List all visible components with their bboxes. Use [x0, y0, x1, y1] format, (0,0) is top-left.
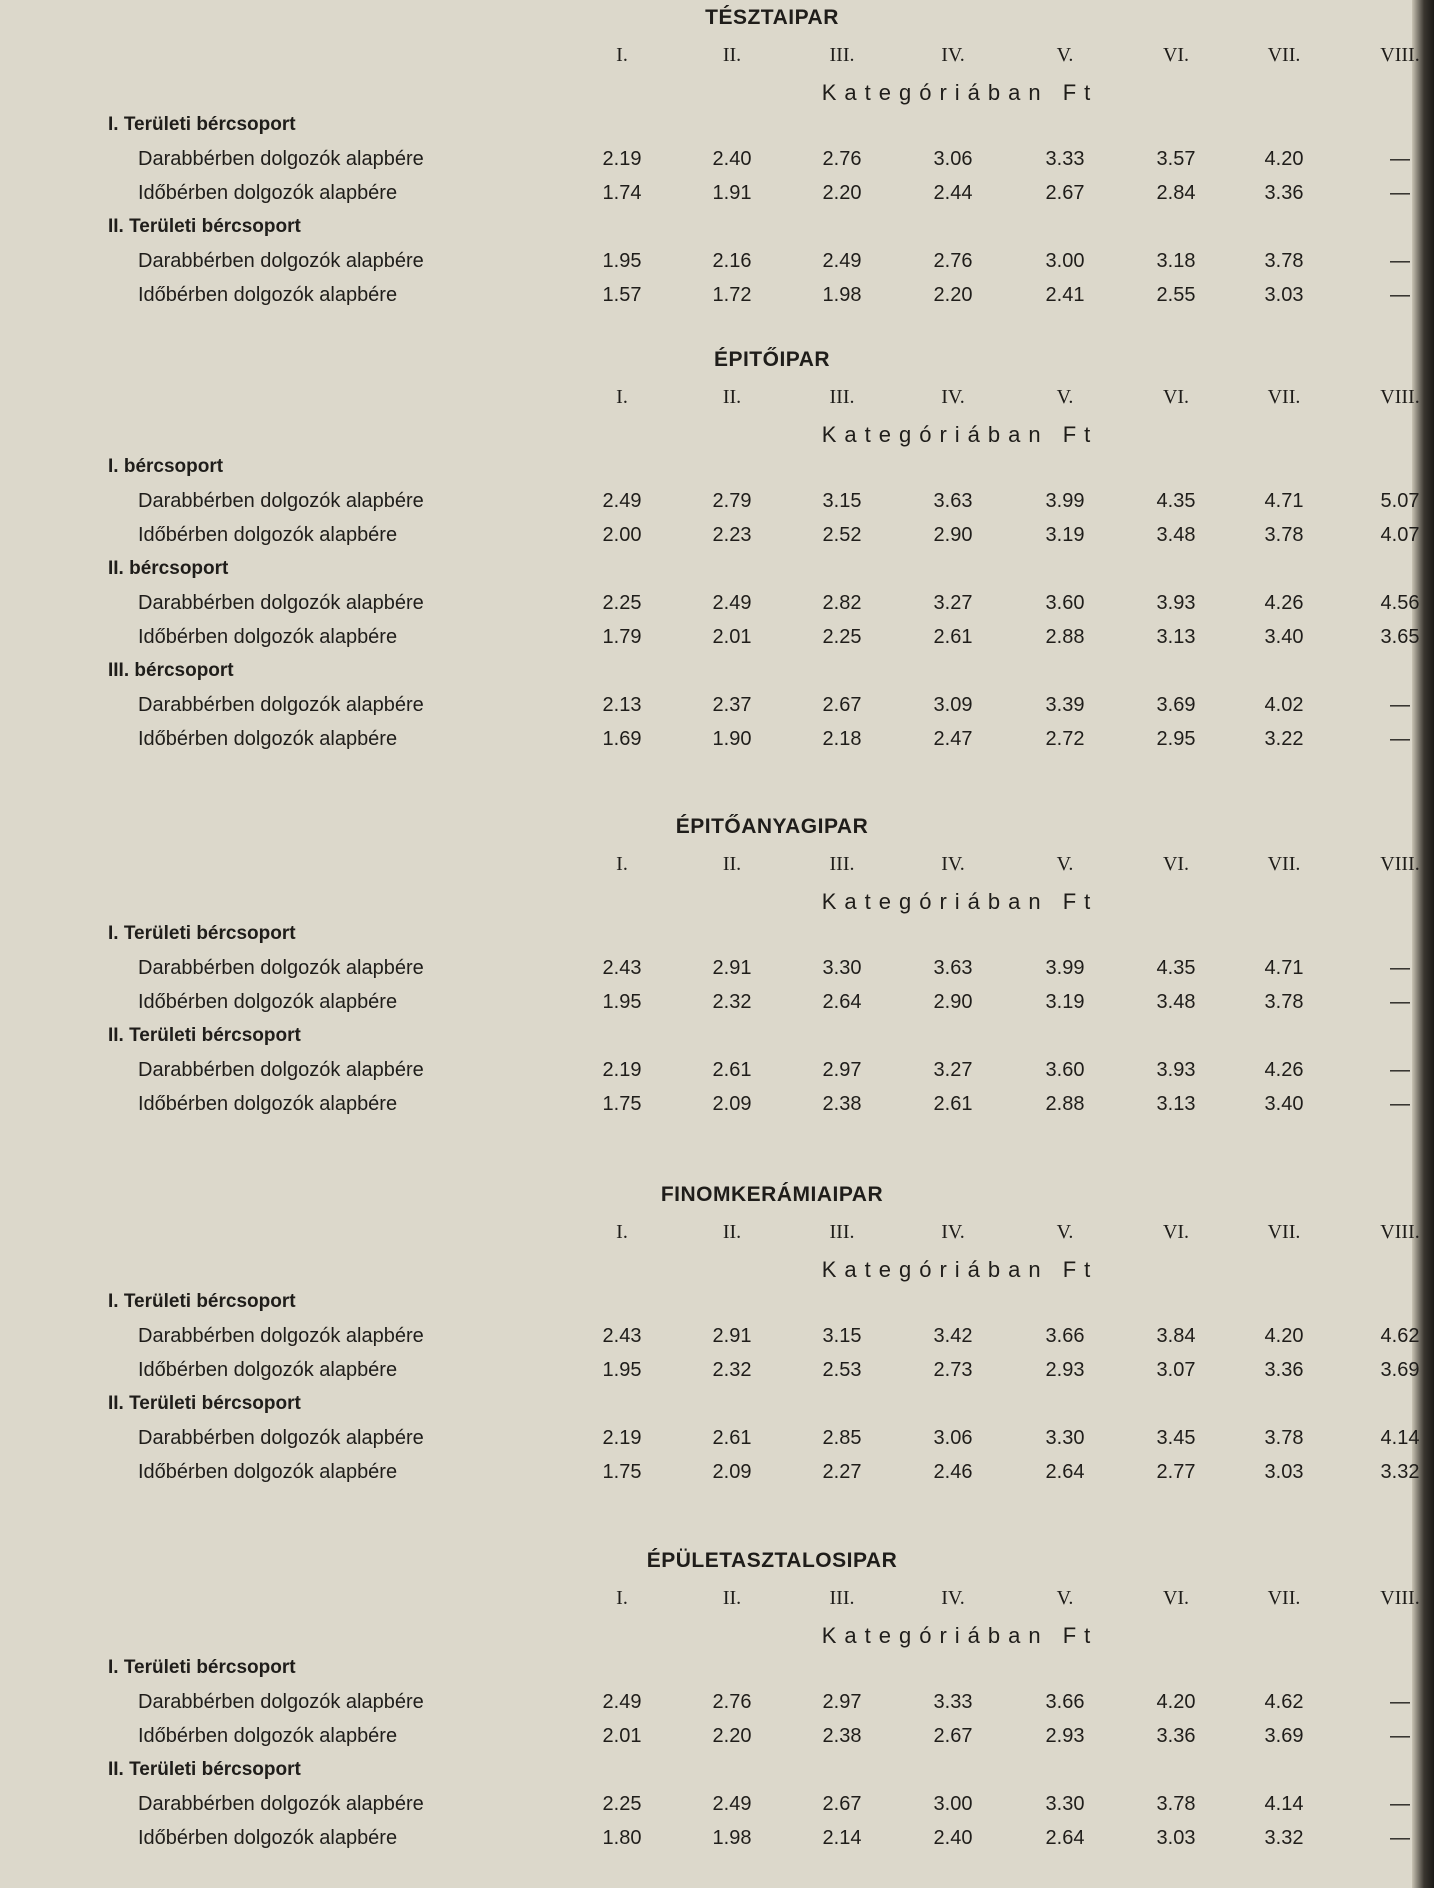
value-cell: 4.56 [1380, 592, 1420, 614]
row-label: Darabbérben dolgozók alapbére [138, 1325, 424, 1347]
value-cell: 2.91 [712, 957, 752, 979]
value-cell: 2.37 [712, 694, 752, 716]
value-cell: 1.79 [602, 626, 642, 648]
value-cell: 4.20 [1264, 1325, 1304, 1347]
value-cell: 2.64 [1045, 1461, 1085, 1483]
value-cell: 3.36 [1264, 1359, 1304, 1381]
value-cell: 2.49 [602, 490, 642, 512]
value-cell: 2.97 [822, 1691, 862, 1713]
group-row [0, 1393, 1434, 1421]
value-cell: 2.43 [602, 957, 642, 979]
value-cell: 2.61 [933, 626, 973, 648]
value-cell: 1.90 [712, 728, 752, 750]
group-label: III. bércsoport [108, 660, 234, 681]
column-header: VIII. [1380, 1221, 1420, 1243]
group-row [0, 456, 1434, 484]
value-cell: 3.13 [1156, 1093, 1196, 1115]
value-cell: 2.67 [822, 694, 862, 716]
value-cell: 2.32 [712, 1359, 752, 1381]
row-label: Darabbérben dolgozók alapbére [138, 1427, 424, 1449]
table-row [0, 250, 1434, 278]
value-cell: 2.20 [712, 1725, 752, 1747]
group-row [0, 1759, 1434, 1787]
value-cell: 3.69 [1156, 694, 1196, 716]
value-cell: 3.32 [1264, 1827, 1304, 1849]
value-cell: 3.39 [1045, 694, 1085, 716]
value-cell: 2.61 [712, 1059, 752, 1081]
value-cell: — [1390, 728, 1410, 750]
column-header: VIII. [1380, 1587, 1420, 1609]
value-cell: 2.25 [602, 592, 642, 614]
value-cell: 4.71 [1264, 490, 1304, 512]
value-cell: 3.19 [1045, 524, 1085, 546]
table-row [0, 490, 1434, 518]
value-cell: 3.48 [1156, 991, 1196, 1013]
column-header: I. [616, 1221, 628, 1243]
table-row [0, 1725, 1434, 1753]
column-header: VI. [1162, 44, 1190, 66]
value-cell: — [1390, 1093, 1410, 1115]
value-cell: 2.79 [712, 490, 752, 512]
value-cell: 2.88 [1045, 626, 1085, 648]
value-cell: 3.03 [1156, 1827, 1196, 1849]
value-cell: 4.26 [1264, 1059, 1304, 1081]
column-header: I. [616, 1587, 628, 1609]
value-cell: 3.32 [1380, 1461, 1420, 1483]
value-cell: 3.03 [1264, 284, 1304, 306]
value-cell: 4.35 [1156, 490, 1196, 512]
row-label: Időbérben dolgozók alapbére [138, 524, 398, 546]
unit-label: Kategóriában Ft [821, 1257, 1099, 1282]
table-row [0, 148, 1434, 176]
value-cell: 4.02 [1264, 694, 1304, 716]
column-header: III. [829, 44, 855, 66]
table-row [0, 1793, 1434, 1821]
value-cell: 3.22 [1264, 728, 1304, 750]
value-cell: 2.64 [822, 991, 862, 1013]
group-row [0, 114, 1434, 142]
value-cell: 2.61 [712, 1427, 752, 1449]
column-header: I. [616, 853, 628, 875]
column-header-row [0, 853, 1434, 879]
column-header: II. [722, 44, 742, 66]
table-row [0, 1359, 1434, 1387]
value-cell: 2.47 [933, 728, 973, 750]
table-row [0, 284, 1434, 312]
column-header: II. [722, 853, 742, 875]
group-label: II. Területi bércsoport [108, 1393, 301, 1414]
value-cell: 2.23 [712, 524, 752, 546]
column-header: III. [829, 853, 855, 875]
value-cell: 2.01 [602, 1725, 642, 1747]
value-cell: 2.76 [712, 1691, 752, 1713]
value-cell: 2.27 [822, 1461, 862, 1483]
column-header: VI. [1162, 386, 1190, 408]
value-cell: 3.33 [1045, 148, 1085, 170]
value-cell: — [1390, 1793, 1410, 1815]
unit-label: Kategóriában Ft [821, 422, 1099, 447]
value-cell: 3.00 [1045, 250, 1085, 272]
value-cell: 4.07 [1380, 524, 1420, 546]
row-label: Darabbérben dolgozók alapbére [138, 250, 424, 272]
value-cell: 3.42 [933, 1325, 973, 1347]
group-row [0, 1657, 1434, 1685]
unit-label: Kategóriában Ft [821, 80, 1099, 105]
value-cell: — [1390, 957, 1410, 979]
value-cell: — [1390, 284, 1410, 306]
value-cell: 1.74 [602, 182, 642, 204]
value-cell: 2.20 [822, 182, 862, 204]
table-row [0, 524, 1434, 552]
value-cell: 2.40 [933, 1827, 973, 1849]
column-header: V. [1056, 853, 1074, 875]
value-cell: — [1390, 991, 1410, 1013]
value-cell: 3.78 [1264, 524, 1304, 546]
value-cell: 3.09 [933, 694, 973, 716]
value-cell: 3.30 [822, 957, 862, 979]
value-cell: 3.40 [1264, 1093, 1304, 1115]
column-header: VIII. [1380, 386, 1420, 408]
value-cell: 3.36 [1264, 182, 1304, 204]
group-label: I. Területi bércsoport [108, 114, 296, 135]
value-cell: 3.18 [1156, 250, 1196, 272]
value-cell: 3.93 [1156, 1059, 1196, 1081]
table-row [0, 957, 1434, 985]
value-cell: 1.75 [602, 1093, 642, 1115]
value-cell: 3.30 [1045, 1793, 1085, 1815]
column-header-row [0, 386, 1434, 412]
value-cell: 1.69 [602, 728, 642, 750]
value-cell: 3.40 [1264, 626, 1304, 648]
value-cell: 2.20 [933, 284, 973, 306]
value-cell: 3.27 [933, 1059, 973, 1081]
row-label: Időbérben dolgozók alapbére [138, 182, 398, 204]
value-cell: 3.48 [1156, 524, 1196, 546]
value-cell: 2.43 [602, 1325, 642, 1347]
value-cell: 2.90 [933, 524, 973, 546]
value-cell: — [1390, 182, 1410, 204]
group-label: I. bércsoport [108, 456, 224, 477]
column-header-row [0, 1221, 1434, 1247]
value-cell: 3.78 [1264, 250, 1304, 272]
column-header: II. [722, 386, 742, 408]
value-cell: 2.53 [822, 1359, 862, 1381]
value-cell: 2.67 [1045, 182, 1085, 204]
column-header: IV. [941, 1221, 965, 1243]
column-header: IV. [941, 853, 965, 875]
value-cell: 1.91 [712, 182, 752, 204]
value-cell: 1.95 [602, 250, 642, 272]
column-header-row [0, 1587, 1434, 1613]
column-header: V. [1056, 44, 1074, 66]
column-header: IV. [941, 386, 965, 408]
value-cell: 2.38 [822, 1093, 862, 1115]
value-cell: 3.13 [1156, 626, 1196, 648]
value-cell: 3.36 [1156, 1725, 1196, 1747]
value-cell: 3.78 [1264, 1427, 1304, 1449]
value-cell: 2.49 [602, 1691, 642, 1713]
value-cell: 2.25 [822, 626, 862, 648]
row-label: Darabbérben dolgozók alapbére [138, 1691, 424, 1713]
group-row [0, 923, 1434, 951]
row-label: Időbérben dolgozók alapbére [138, 626, 398, 648]
value-cell: 2.19 [602, 1059, 642, 1081]
value-cell: 1.72 [712, 284, 752, 306]
value-cell: 2.09 [712, 1461, 752, 1483]
value-cell: 3.03 [1264, 1461, 1304, 1483]
value-cell: 4.26 [1264, 592, 1304, 614]
row-label: Darabbérben dolgozók alapbére [138, 957, 424, 979]
value-cell: 3.19 [1045, 991, 1085, 1013]
row-label: Darabbérben dolgozók alapbére [138, 694, 424, 716]
value-cell: 3.84 [1156, 1325, 1196, 1347]
value-cell: 1.75 [602, 1461, 642, 1483]
column-header: VII. [1267, 853, 1301, 875]
value-cell: 2.84 [1156, 182, 1196, 204]
row-label: Darabbérben dolgozók alapbére [138, 490, 424, 512]
column-header: III. [829, 1221, 855, 1243]
value-cell: 2.55 [1156, 284, 1196, 306]
value-cell: 2.16 [712, 250, 752, 272]
row-label: Darabbérben dolgozók alapbére [138, 1793, 424, 1815]
value-cell: 2.76 [933, 250, 973, 272]
column-header: I. [616, 44, 628, 66]
group-label: I. Területi bércsoport [108, 923, 296, 944]
value-cell: 3.78 [1156, 1793, 1196, 1815]
value-cell: 1.98 [712, 1827, 752, 1849]
column-header: VI. [1162, 853, 1190, 875]
value-cell: 2.61 [933, 1093, 973, 1115]
value-cell: 2.00 [602, 524, 642, 546]
table-row [0, 592, 1434, 620]
column-header: VI. [1162, 1221, 1190, 1243]
value-cell: 3.06 [933, 148, 973, 170]
value-cell: 2.76 [822, 148, 862, 170]
value-cell: 2.49 [822, 250, 862, 272]
row-label: Időbérben dolgozók alapbére [138, 728, 398, 750]
unit-label: Kategóriában Ft [821, 1623, 1099, 1648]
value-cell: 2.46 [933, 1461, 973, 1483]
value-cell: — [1390, 1059, 1410, 1081]
group-label: II. bércsoport [108, 558, 229, 579]
value-cell: 3.69 [1380, 1359, 1420, 1381]
value-cell: 2.19 [602, 1427, 642, 1449]
column-header: VII. [1267, 1221, 1301, 1243]
value-cell: 1.57 [602, 284, 642, 306]
group-label: II. Területi bércsoport [108, 1759, 301, 1780]
value-cell: 3.15 [822, 1325, 862, 1347]
column-header: V. [1056, 1587, 1074, 1609]
row-label: Darabbérben dolgozók alapbére [138, 148, 424, 170]
column-header-row [0, 44, 1434, 70]
value-cell: 3.57 [1156, 148, 1196, 170]
section-title: ÉPÜLETASZTALOSIPAR [646, 1549, 898, 1572]
value-cell: — [1390, 148, 1410, 170]
value-cell: 4.62 [1264, 1691, 1304, 1713]
column-header: III. [829, 386, 855, 408]
value-cell: 3.30 [1045, 1427, 1085, 1449]
table-row [0, 182, 1434, 210]
section-title: TÉSZTAIPAR [705, 6, 839, 29]
group-row [0, 216, 1434, 244]
value-cell: 3.66 [1045, 1691, 1085, 1713]
value-cell: 3.63 [933, 957, 973, 979]
value-cell: 3.65 [1380, 626, 1420, 648]
table-row [0, 1059, 1434, 1087]
column-header: VIII. [1380, 853, 1420, 875]
table-row [0, 1691, 1434, 1719]
row-label: Időbérben dolgozók alapbére [138, 1461, 398, 1483]
row-label: Időbérben dolgozók alapbére [138, 991, 398, 1013]
row-label: Időbérben dolgozók alapbére [138, 1827, 398, 1849]
section-title: FINOMKERÁMIAIPAR [660, 1183, 884, 1206]
value-cell: 2.73 [933, 1359, 973, 1381]
value-cell: 1.98 [822, 284, 862, 306]
column-header: VI. [1162, 1587, 1190, 1609]
group-label: II. Területi bércsoport [108, 1025, 301, 1046]
table-row [0, 991, 1434, 1019]
value-cell: 2.91 [712, 1325, 752, 1347]
value-cell: 2.18 [822, 728, 862, 750]
value-cell: 4.20 [1264, 148, 1304, 170]
column-header: VIII. [1380, 44, 1420, 66]
value-cell: 3.27 [933, 592, 973, 614]
value-cell: 3.93 [1156, 592, 1196, 614]
column-header: V. [1056, 386, 1074, 408]
row-label: Darabbérben dolgozók alapbére [138, 1059, 424, 1081]
value-cell: 2.13 [602, 694, 642, 716]
value-cell: 2.77 [1156, 1461, 1196, 1483]
table-row [0, 1461, 1434, 1489]
value-cell: 3.99 [1045, 490, 1085, 512]
value-cell: 2.64 [1045, 1827, 1085, 1849]
column-header: IV. [941, 1587, 965, 1609]
table-row [0, 694, 1434, 722]
value-cell: 2.95 [1156, 728, 1196, 750]
group-row [0, 660, 1434, 688]
column-header: VII. [1267, 1587, 1301, 1609]
value-cell: 4.14 [1380, 1427, 1420, 1449]
value-cell: 2.85 [822, 1427, 862, 1449]
value-cell: 3.00 [933, 1793, 973, 1815]
value-cell: 2.93 [1045, 1359, 1085, 1381]
column-header: IV. [941, 44, 965, 66]
value-cell: 2.82 [822, 592, 862, 614]
column-header: V. [1056, 1221, 1074, 1243]
value-cell: 2.38 [822, 1725, 862, 1747]
row-label: Időbérben dolgozók alapbére [138, 1725, 398, 1747]
value-cell: 2.44 [933, 182, 973, 204]
value-cell: 3.15 [822, 490, 862, 512]
value-cell: 4.20 [1156, 1691, 1196, 1713]
value-cell: 4.14 [1264, 1793, 1304, 1815]
value-cell: 3.66 [1045, 1325, 1085, 1347]
value-cell: 3.45 [1156, 1427, 1196, 1449]
table-row [0, 1325, 1434, 1353]
value-cell: 2.88 [1045, 1093, 1085, 1115]
group-row [0, 558, 1434, 586]
value-cell: — [1390, 1827, 1410, 1849]
group-row [0, 1025, 1434, 1053]
table-row [0, 626, 1434, 654]
value-cell: 2.93 [1045, 1725, 1085, 1747]
group-label: II. Területi bércsoport [108, 216, 301, 237]
value-cell: 3.69 [1264, 1725, 1304, 1747]
value-cell: — [1390, 250, 1410, 272]
column-header: I. [616, 386, 628, 408]
value-cell: — [1390, 1691, 1410, 1713]
value-cell: 2.67 [933, 1725, 973, 1747]
value-cell: 2.72 [1045, 728, 1085, 750]
value-cell: 2.32 [712, 991, 752, 1013]
table-row [0, 1427, 1434, 1455]
value-cell: 1.80 [602, 1827, 642, 1849]
group-label: I. Területi bércsoport [108, 1291, 296, 1312]
column-header: II. [722, 1221, 742, 1243]
value-cell: 2.52 [822, 524, 862, 546]
value-cell: 3.78 [1264, 991, 1304, 1013]
value-cell: 5.07 [1380, 490, 1420, 512]
value-cell: 2.67 [822, 1793, 862, 1815]
value-cell: 3.60 [1045, 1059, 1085, 1081]
value-cell: 3.60 [1045, 592, 1085, 614]
value-cell: 2.01 [712, 626, 752, 648]
table-row [0, 1093, 1434, 1121]
value-cell: 2.41 [1045, 284, 1085, 306]
column-header: II. [722, 1587, 742, 1609]
value-cell: 2.40 [712, 148, 752, 170]
unit-label: Kategóriában Ft [821, 889, 1099, 914]
value-cell: 3.06 [933, 1427, 973, 1449]
value-cell: — [1390, 1725, 1410, 1747]
row-label: Időbérben dolgozók alapbére [138, 1359, 398, 1381]
value-cell: 2.90 [933, 991, 973, 1013]
value-cell: 1.95 [602, 1359, 642, 1381]
value-cell: 2.49 [712, 592, 752, 614]
column-header: VII. [1267, 386, 1301, 408]
value-cell: 3.33 [933, 1691, 973, 1713]
value-cell: 2.19 [602, 148, 642, 170]
table-row [0, 728, 1434, 756]
table-row [0, 1827, 1434, 1855]
row-label: Darabbérben dolgozók alapbére [138, 592, 424, 614]
value-cell: 3.63 [933, 490, 973, 512]
row-label: Időbérben dolgozók alapbére [138, 284, 398, 306]
row-label: Időbérben dolgozók alapbére [138, 1093, 398, 1115]
group-row [0, 1291, 1434, 1319]
column-header: III. [829, 1587, 855, 1609]
value-cell: 2.14 [822, 1827, 862, 1849]
value-cell: 2.09 [712, 1093, 752, 1115]
value-cell: 2.97 [822, 1059, 862, 1081]
section-title: ÉPITŐIPAR [713, 348, 831, 371]
value-cell: 4.62 [1380, 1325, 1420, 1347]
section-title: ÉPITŐANYAGIPAR [675, 815, 869, 838]
value-cell: 2.49 [712, 1793, 752, 1815]
value-cell: 3.99 [1045, 957, 1085, 979]
group-label: I. Területi bércsoport [108, 1657, 296, 1678]
value-cell: 2.25 [602, 1793, 642, 1815]
value-cell: 1.95 [602, 991, 642, 1013]
value-cell: 4.71 [1264, 957, 1304, 979]
value-cell: — [1390, 694, 1410, 716]
value-cell: 4.35 [1156, 957, 1196, 979]
column-header: VII. [1267, 44, 1301, 66]
value-cell: 3.07 [1156, 1359, 1196, 1381]
